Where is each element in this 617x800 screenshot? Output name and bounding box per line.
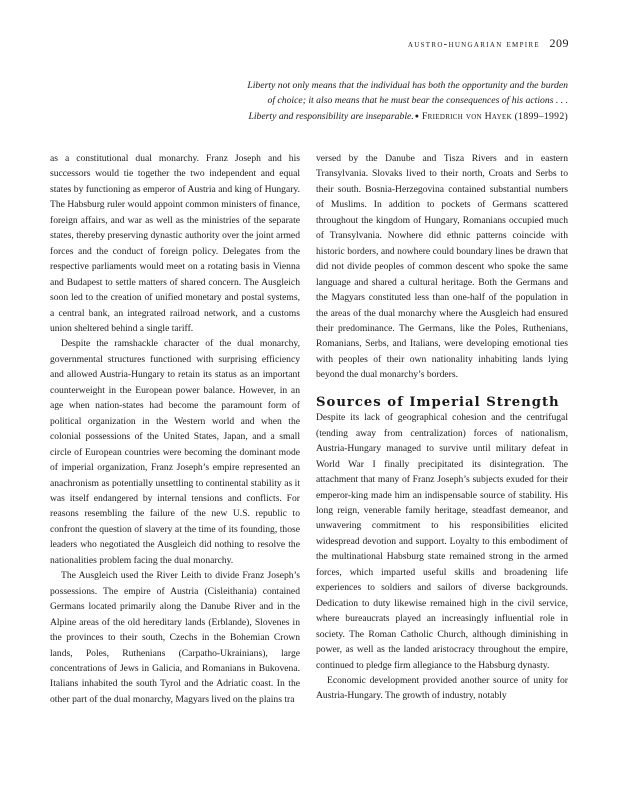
epigraph-line-1: Liberty not only means that the individual has both the opportunity and the burden <box>247 80 568 91</box>
epigraph-attribution: Friedrich von Hayek (1899–1992) <box>421 110 568 122</box>
running-head <box>408 36 569 51</box>
page-number: 209 <box>549 36 569 50</box>
body-paragraph: The Ausgleich used the River Leith to divide Franz Joseph’s possessions. The empire of Austria (Cisleithania) contained Germans located primarily along the Danube River and in the Alpine areas of the old hereditary lands (Erblande), Slovenes in the provinces to their south, Czechs in the Bohemian Crown lands, Poles, Ruthenians (Carpatho-Ukrainians), large concentrations of Jews in Galicia, and Romanians in Bukovena. Italians inhabited the south Tyrol and the Adriatic coast. In the other part of the dual monarchy, Magyars lived on the plains tra <box>50 570 300 705</box>
section-heading: Sources of Imperial Strength <box>316 394 560 410</box>
bullet-icon: ● <box>414 111 419 120</box>
body-paragraph: versed by the Danube and Tisza Rivers and in eastern Transylvania. Slovaks lived to their north, Croats and Serbs to their south. Bosnia-Herzegovina contained substantial numbers of Muslims. In addition to pockets of Germans scattered throughout the kingdom of Hungary, Romanians occupied much of Transylvania. Nowhere did ethnic patterns coincide with historic borders, and nowhere could boundary lines be drawn that did not divide peoples of common descent who spoke the same language and shared a cultural heritage. Both the Germans and the Magyars constituted less than one-half of the population in the areas of the dual monarchy where the Ausgleich had ensured their predominance. The Germans, like the Poles, Ruthenians, Romanians, Serbs, and Italians, were developing emotional ties with peoples of their own nationality inhabiting lands lying beyond the dual monarchy’s borders. <box>316 153 568 381</box>
epigraph-line-2: of choice; it also means that he must bear the consequences of his actions . . . <box>267 95 568 107</box>
running-head-title: austro-hungarian empire <box>407 39 540 50</box>
epigraph-line-3 <box>150 109 568 124</box>
left-column <box>50 151 300 707</box>
epigraph <box>150 78 568 124</box>
right-column <box>316 151 568 704</box>
epigraph-quote-end: Liberty and responsibility are inseparable. <box>248 110 414 122</box>
body-paragraph: as a constitutional dual monarchy. Franz Joseph and his successors would tie together the two independent and equal states by functioning as emperor of Austria and king of Hungary. The Habsburg ruler would appoint common ministers of finance, foreign affairs, and war as well as the ministries of the separate states, thereby preserving dynastic authority over the joint armed forces and the conduct of foreign policy. Delegates from the respective parliaments would meet on a rotating basis in Vienna and Budapest to settle matters of shared concern. The Ausgleich soon led to the creation of unified monetary and postal systems, a central bank, an integrated railroad network, and a customs union sheltered behind a single tariff. <box>50 153 300 334</box>
body-paragraph: Despite its lack of geographical cohesion and the centrifugal (tending away from centralization) forces of nationalism, Austria-Hungary managed to survive until military defeat in World War I finally precipitated its disintegration. The attachment that many of Franz Joseph’s subjects exuded for their emperor-king made him an indispensable source of stability. His long reign, venerable family heritage, steadfast demeanor, and unwavering commitment to his responsibilities elicited widespread devotion and support. Loyalty to this embodiment of the multinational Habsburg state remained strong in the armed forces, which imparted useful skills and broadening life experiences to soldiers and sailors of diverse backgrounds. Dedication to duty likewise remained high in the civil service, where bureaucrats played an increasingly influential role in society. The Roman Catholic Church, although diminishing in power, as well as the landed aristocracy throughout the empire, continued to pledge firm allegiance to the Habsburg dynasty. <box>316 412 568 671</box>
body-paragraph: Economic development provided another source of unity for Austria-Hungary. The growth of industry, notably <box>316 675 568 702</box>
body-paragraph: Despite the ramshackle character of the dual monarchy, governmental structures functioned with surprising efficiency and allowed Austria-Hungary to retain its status as an important counterweight in the European power balance. However, in an age when nation-states had become the paramount form of political organization in the Western world and when the colonial possessions of the United States, Japan, and a small circle of European countries were becoming the dominant mode of imperial organization, Franz Joseph’s empire represented an anachronism as potentially unsettling to continental stability as it was itself endangered by internal tensions and conflicts. For reasons resembling the failure of the new U.S. republic to confront the question of slavery at the time of its founding, those leaders who negotiated the Ausgleich did nothing to resolve the nationalities problem facing the dual monarchy. <box>50 338 300 566</box>
